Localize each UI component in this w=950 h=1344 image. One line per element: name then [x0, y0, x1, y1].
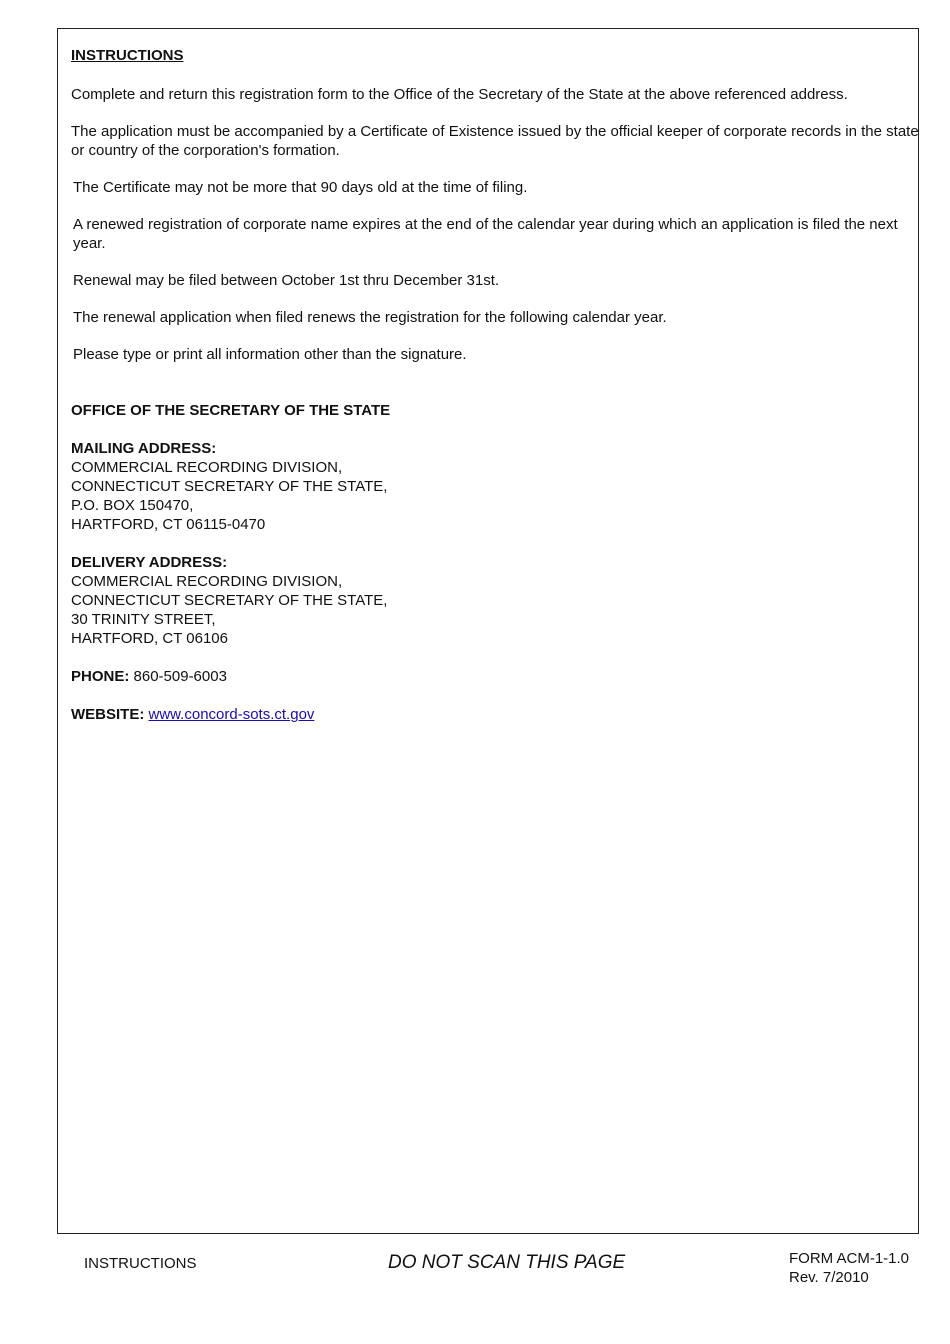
- website-line: [71, 705, 921, 724]
- phone-number: 860-509-6003: [133, 668, 227, 685]
- office-contact-block: [71, 401, 921, 724]
- instruction-paragraph: The renewal application when filed renews the registration for the following calendar year.: [73, 309, 667, 326]
- instruction-paragraph: The Certificate may not be more that 90 days old at the time of filing.: [73, 179, 528, 196]
- instruction-paragraph: A renewed registration of corporate name expires at the end of the calendar year during which an application is filed the next year.: [73, 216, 898, 252]
- office-title: OFFICE OF THE SECRETARY OF THE STATE: [71, 402, 391, 419]
- phone-line: [71, 667, 921, 686]
- instructions-content: [71, 46, 921, 743]
- footer-page-label: INSTRUCTIONS: [84, 1255, 197, 1272]
- mailing-address: [71, 439, 921, 534]
- instruction-paragraph: Please type or print all information other than the signature.: [73, 346, 467, 363]
- address-line: HARTFORD, CT 06115-0470: [71, 516, 266, 533]
- website-link[interactable]: www.concord-sots.ct.gov: [148, 706, 315, 723]
- form-revision: Rev. 7/2010: [789, 1269, 869, 1286]
- phone-label: PHONE:: [71, 668, 130, 685]
- address-line: 30 TRINITY STREET,: [71, 611, 216, 628]
- address-line: COMMERCIAL RECORDING DIVISION,: [71, 573, 343, 590]
- instruction-paragraph: The application must be accompanied by a Certificate of Existence issued by the official keeper of corporate records in the state or country of the corporation's formation.: [71, 123, 919, 159]
- address-line: HARTFORD, CT 06106: [71, 630, 228, 647]
- address-line: CONNECTICUT SECRETARY OF THE STATE,: [71, 478, 388, 495]
- instruction-paragraph: Renewal may be filed between October 1st thru December 31st.: [73, 272, 500, 289]
- website-label: WEBSITE:: [71, 706, 145, 723]
- form-number: FORM ACM-1-1.0: [789, 1250, 910, 1267]
- delivery-address-label: DELIVERY ADDRESS:: [71, 554, 228, 571]
- form-identifier: [789, 1249, 909, 1287]
- address-line: CONNECTICUT SECRETARY OF THE STATE,: [71, 592, 388, 609]
- delivery-address: [71, 553, 921, 648]
- do-not-scan-notice: DO NOT SCAN THIS PAGE: [388, 1252, 626, 1273]
- mailing-address-label: MAILING ADDRESS:: [71, 440, 217, 457]
- instructions-heading: INSTRUCTIONS: [71, 47, 184, 64]
- instruction-paragraph: Complete and return this registration form to the Office of the Secretary of the State at the above referenced address.: [71, 86, 848, 103]
- address-line: P.O. BOX 150470,: [71, 497, 194, 514]
- address-line: COMMERCIAL RECORDING DIVISION,: [71, 459, 343, 476]
